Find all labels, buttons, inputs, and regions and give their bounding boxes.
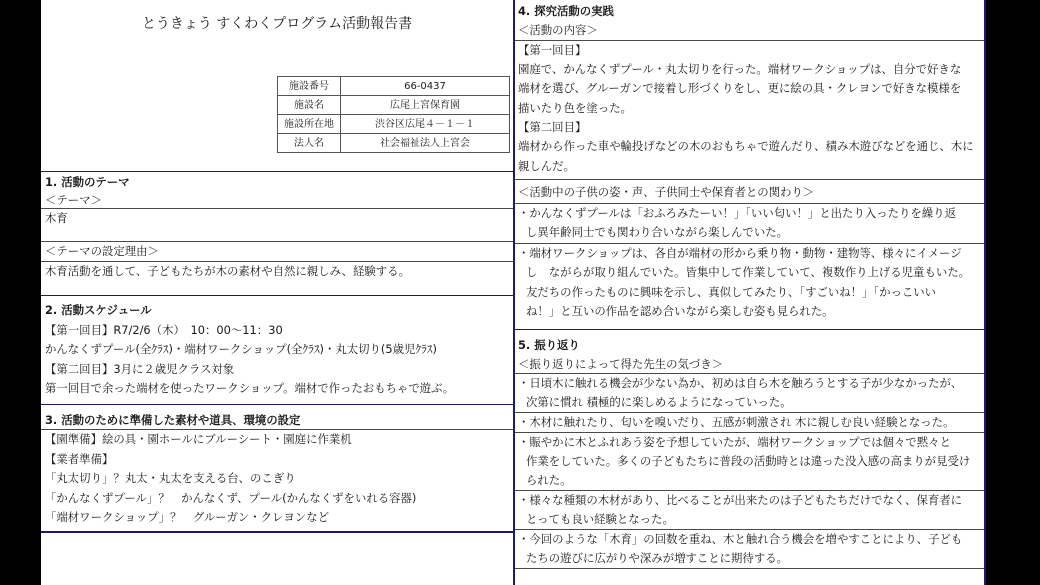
observation-line: ・端材ワークショップは、各自が端材の形から乗り物・動物・建物等、様々にイメージ (518, 245, 962, 260)
reflection-item (515, 530, 984, 569)
table-row (278, 134, 510, 153)
observation-line: ね！」と互いの作品を認め合いながら楽しむ姿も見られた。 (526, 304, 834, 319)
observation-item (515, 244, 984, 322)
section-inquiry-practice (515, 0, 984, 330)
activity-content-label: ＜活動の内容＞ (515, 21, 984, 41)
activity-content-line: 端材を選び、グルーガンで接着し形づくりをし、更に絵の具・クレヨンで好きな模様を (518, 81, 962, 96)
table-row (278, 115, 510, 134)
reflection-item (515, 413, 984, 433)
theme-reason-text: 木育活動を通して、子どもたちが木の素材や自然に親しみ、経験する。 (45, 264, 410, 278)
observation-line: し ながらが取り組んでいた。皆集中して作業していて、複数作り上げる児童もいた。 (526, 265, 971, 280)
reflection-item (515, 433, 984, 491)
observation-line: 友だちの作ったものに興味を示し、真似してみたり、「すごいね！」「かっこいい (526, 284, 937, 299)
row-divider (41, 229, 513, 243)
reflection-line: ・様々な種類の木材があり、比べることが出来たのは子どもたちだけでなく、保育者に (518, 493, 963, 507)
facility-number-value: 66-0437 (341, 77, 510, 96)
activity-content-line: 園庭で、かんなくずプール・丸太切りを行った。端材ワークショップは、自分で好きな (518, 61, 962, 76)
reflection-line: ・今回のような「木育」の回数を重ね、木と触れ合う機会を増やすことにより、子ども (518, 532, 963, 546)
reflection-line: られた。 (526, 473, 572, 487)
teacher-insights-label: ＜振り返りによって得た先生の気づき＞ (515, 355, 984, 374)
reflection-line: 作業をしていた。多くの子どもたちに普段の活動時とは違った没入感の高まりが見受け (526, 454, 971, 468)
table-body (278, 77, 510, 153)
page-right-edge-line (984, 0, 986, 585)
facility-name-value: 広尾上宮保育園 (341, 96, 510, 115)
section-heading: 4. 探究活動の実践 (518, 4, 614, 18)
facility-info-table (277, 76, 510, 153)
section-reflection (515, 330, 984, 569)
activity-content-line: 【第一回目】 (518, 42, 587, 57)
schedule-line: 【第一回目】R7/2/6（木） 10：00～11：30 (45, 322, 283, 337)
children-observation-label: ＜活動中の子供の姿・声、子供同士や保育者との関わり＞ (515, 180, 984, 204)
section-heading: 1. 活動のテーマ (45, 175, 130, 189)
materials-line: 【業者準備】 (45, 451, 114, 466)
corporation-name-value: 社会福祉法人上宮会 (341, 134, 510, 153)
observation-line: ・かんなくずプールは「おふろみたーい！」「いい匂い！」と出たり入ったりを繰り返 (518, 205, 956, 220)
section-heading: 5. 振り返り (518, 338, 580, 352)
section-activity-schedule (41, 296, 513, 405)
section-heading: 3. 活動のために準備した素材や道具、環境の設定 (41, 411, 513, 430)
section-heading: 2. 活動スケジュール (45, 303, 152, 317)
facility-address-value: 渋谷区広尾４－１－１ (341, 115, 510, 134)
materials-line: 「かんなくずプール」？ かんなくず、プール(かんなくずをいれる容器) (45, 490, 417, 505)
activity-content-line: 描いたり色を塗った。 (518, 100, 632, 115)
reflection-line: たちの遊びに広がりや深みが増すことに期待する。 (526, 551, 788, 565)
schedule-line: 第一回目で余った端材を使ったワークショップ。端材で作ったおもちゃで遊ぶ。 (45, 381, 455, 395)
section-divider (41, 282, 513, 297)
observation-line: し異年齢同士でも関わり合いながら楽しんでいた。 (526, 225, 788, 240)
corporation-name-label: 法人名 (278, 134, 341, 153)
theme-label: ＜テーマ＞ (41, 192, 513, 209)
reflection-item (515, 374, 984, 413)
table-row (278, 96, 510, 115)
reflection-line: ・日頃木に触れる機会が少ない為か、初めは自ら木を触ろうとする子が少なかったが、 (518, 376, 963, 390)
activity-content-line: 端材から作った車や輪投げなどの木のおもちゃで遊んだり、積み木遊びなどを通じ、木に (518, 139, 974, 154)
theme-value: 木育 (45, 211, 68, 225)
facility-number-label: 施設番号 (278, 77, 341, 96)
section-activity-theme (41, 171, 513, 296)
materials-line: 【園準備】絵の具・園ホールにブルーシート・園庭に作業机 (45, 432, 352, 446)
activity-content-line: 【第二回目】 (518, 120, 587, 135)
facility-address-label: 施設所在地 (278, 115, 341, 134)
schedule-line: 【第二回目】3月に２歳児クラス対象 (45, 361, 235, 376)
materials-line: 「端材ワークショップ」？ グルーガン・クレヨンなど (45, 510, 329, 524)
section-materials-setup (41, 405, 513, 533)
theme-reason-label: ＜テーマの設定理由＞ (41, 242, 513, 262)
section-divider (515, 322, 984, 330)
schedule-line: かんなくずプール(全ｸﾗｽ)・端材ワークショップ(全ｸﾗｽ)・丸太切り(5歳児ｸﾗｽ) (45, 342, 437, 356)
reflection-line: ・賑やかに木とふれあう姿を予想していたが、端材ワークショップでは個々で黙々と (518, 435, 951, 449)
observation-item (515, 204, 984, 244)
section-divider (41, 528, 513, 534)
table-row (278, 77, 510, 96)
report-page-right (515, 0, 984, 585)
report-title: とうきょう すくわくプログラム活動報告書 (141, 16, 413, 32)
activity-content-line: 親しんだ。 (518, 158, 575, 173)
report-page-left (41, 0, 513, 585)
materials-line: 「丸太切り」？丸太・丸太を支える台、のこぎり (45, 471, 296, 485)
reflection-line: ・木材に触れたり、匂いを嗅いだり、五感が刺激され 木に親しむ良い経験となった。 (518, 415, 955, 429)
reflection-line: とっても良い経験となった。 (526, 512, 674, 526)
facility-name-label: 施設名 (278, 96, 341, 115)
reflection-line: 次第に慣れ 積極的に楽しめるようになっていった。 (526, 395, 792, 409)
reflection-item (515, 491, 984, 530)
